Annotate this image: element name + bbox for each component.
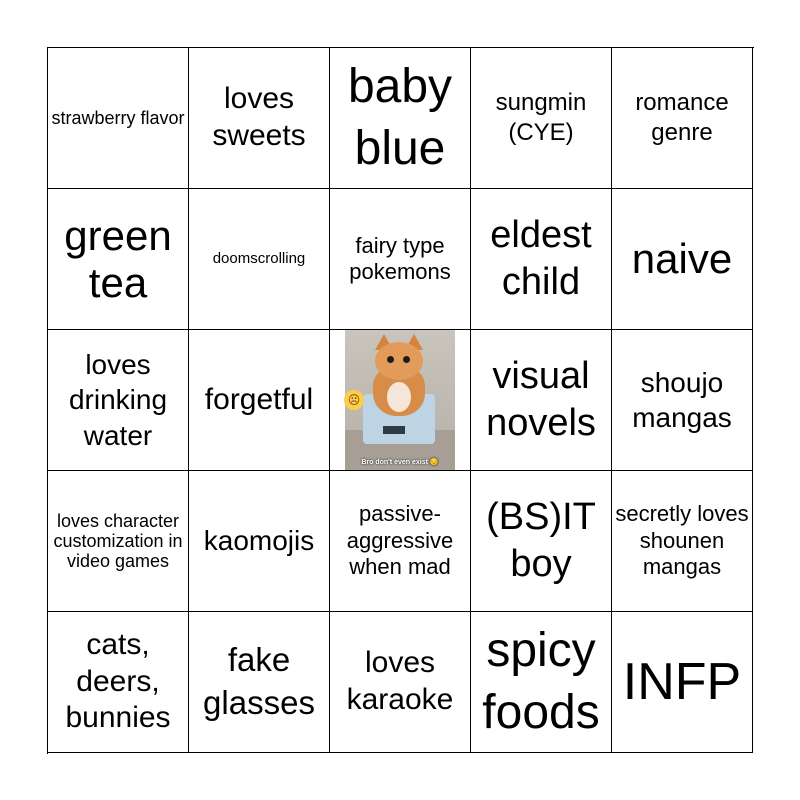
bingo-cell[interactable]	[471, 612, 612, 753]
bingo-cell-label: kaomojis	[203, 525, 315, 557]
bingo-cell[interactable]	[189, 48, 330, 189]
bingo-cell[interactable]	[48, 330, 189, 471]
kitten-head	[375, 342, 423, 380]
bingo-cell[interactable]	[330, 189, 471, 330]
bingo-cell-label: loves drinking water	[68, 349, 168, 451]
bingo-cell-label: visual novels	[486, 354, 596, 444]
bingo-cell-label: shoujo mangas	[632, 366, 732, 433]
bingo-cell[interactable]	[471, 471, 612, 612]
bingo-cell[interactable]	[48, 471, 189, 612]
bingo-cell[interactable]	[189, 330, 330, 471]
bingo-cell-label: fake glasses	[203, 641, 315, 721]
bingo-cell-label: (BS)IT boy	[486, 495, 596, 585]
kitten-chest	[387, 382, 411, 412]
bingo-cell[interactable]	[189, 612, 330, 753]
bingo-cell[interactable]	[612, 612, 753, 753]
bingo-cell-label: loves sweets	[212, 82, 306, 152]
bingo-cell-label: loves karaoke	[346, 646, 454, 716]
bingo-cell-label: green tea	[64, 211, 172, 306]
bingo-cell[interactable]	[612, 189, 753, 330]
pensive-face-icon: ☹	[344, 390, 364, 410]
bingo-cell-label: romance genre	[635, 89, 729, 146]
kitten-eye	[403, 356, 410, 363]
kitten-eye	[387, 356, 394, 363]
bingo-cell[interactable]	[330, 612, 471, 753]
bingo-cell-label: INFP	[622, 652, 742, 711]
bingo-cell-label: baby blue	[347, 59, 453, 175]
bingo-cell[interactable]	[612, 471, 753, 612]
bingo-cell[interactable]	[48, 612, 189, 753]
bingo-cell-label: doomscrolling	[212, 249, 306, 267]
bingo-cell-label: cats, deers, bunnies	[65, 628, 171, 735]
bingo-cell[interactable]	[471, 189, 612, 330]
scale-display	[383, 426, 405, 434]
image-caption: Bro don't even exist 😔	[361, 459, 439, 467]
bingo-cell[interactable]	[330, 48, 471, 189]
bingo-cell-label: spicy foods	[482, 623, 600, 739]
bingo-cell[interactable]	[471, 330, 612, 471]
bingo-cell-label: passive-aggressive when mad	[346, 501, 454, 580]
bingo-cell-label: forgetful	[204, 382, 314, 416]
bingo-cell[interactable]	[48, 48, 189, 189]
bingo-cell[interactable]	[612, 330, 753, 471]
bingo-cell[interactable]	[48, 189, 189, 330]
bingo-cell-label: secretly loves shounen mangas	[615, 501, 749, 580]
bingo-cell[interactable]	[189, 471, 330, 612]
bingo-cell-label: loves character customization in video games	[53, 510, 183, 572]
bingo-cell[interactable]	[189, 189, 330, 330]
bingo-cell-label: eldest child	[490, 213, 592, 303]
bingo-cell-label: naive	[631, 235, 733, 283]
bingo-board	[47, 47, 754, 754]
bingo-cell[interactable]	[330, 471, 471, 612]
bingo-cell[interactable]	[471, 48, 612, 189]
bingo-cell-label: fairy type pokemons	[349, 232, 451, 284]
bingo-cell[interactable]	[612, 48, 753, 189]
bingo-cell-label: sungmin (CYE)	[495, 89, 587, 146]
bingo-cell-label: strawberry flavor	[51, 107, 185, 128]
